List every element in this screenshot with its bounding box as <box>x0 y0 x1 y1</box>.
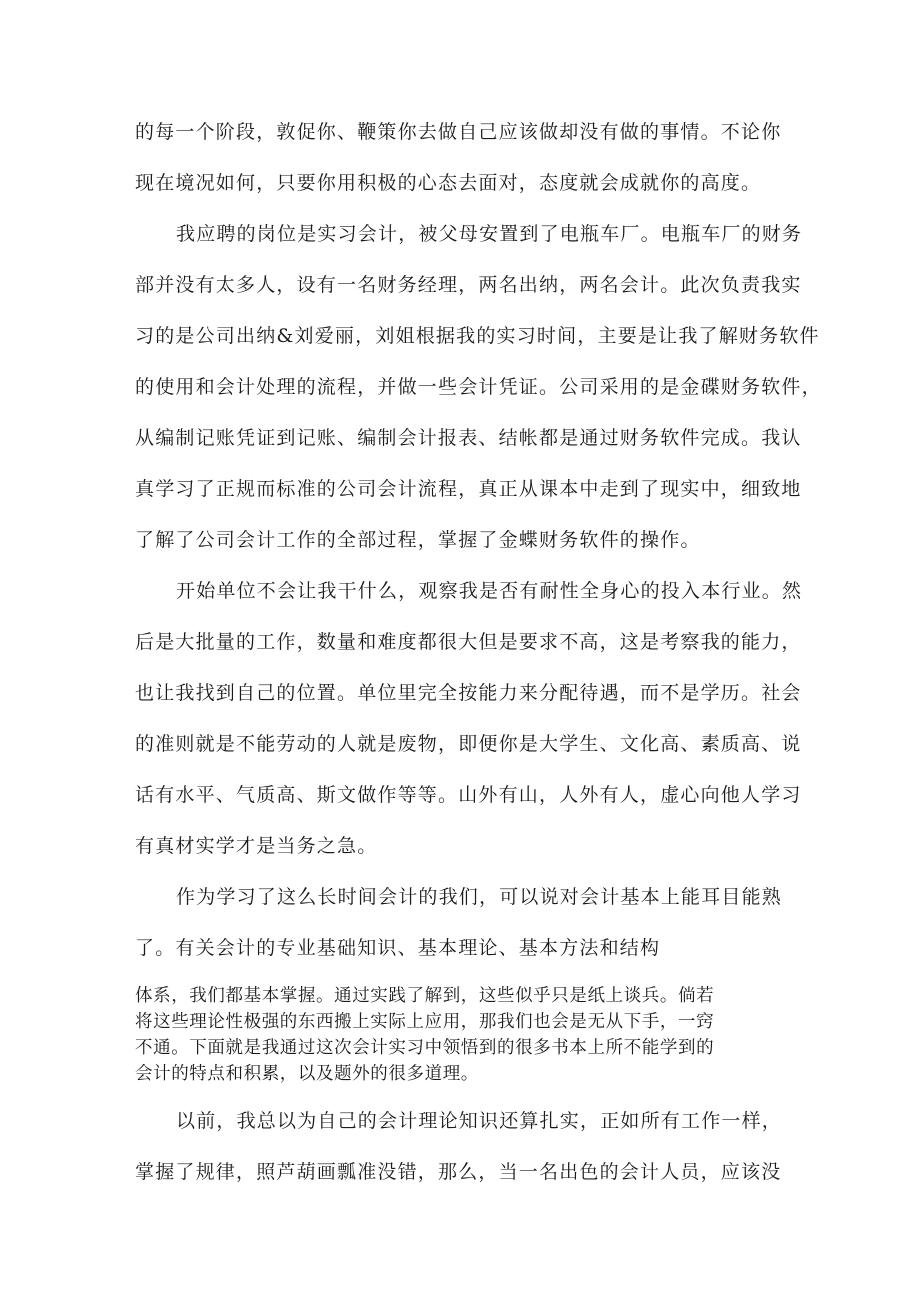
text-line: 也让我找到自己的位置。单位里完全按能力来分配待遇，而不是学历。社会 <box>135 682 802 704</box>
text-line: 会计的特点和积累，以及题外的很多道理。 <box>135 1064 479 1084</box>
paragraph-first-line: 我应聘的岗位是实习会计，被父母安置到了电瓶车厂。电瓶车厂的财务 <box>176 223 803 245</box>
paragraph-first-line: 以前，我总以为自己的会计理论知识还算扎实，正如所有工作一样， <box>176 1110 783 1132</box>
text-line: 将这些理论性极强的东西搬上实际上应用，那我们也会是无从下手，一窍 <box>135 1012 715 1032</box>
text-line: 真学习了正规而标准的公司会计流程，真正从课本中走到了现实中，细致地 <box>135 478 802 500</box>
paragraph-first-line: 作为学习了这么长时间会计的我们，可以说对会计基本上能耳目能熟 <box>176 886 783 908</box>
text-line: 部并没有太多人，设有一名财务经理，两名出纳，两名会计。此次负责我实 <box>135 274 802 296</box>
text-line: 有真材实学才是当务之急。 <box>135 835 378 857</box>
text-line: 的准则就是不能劳动的人就是废物，即便你是大学生、文化高、素质高、说 <box>135 733 802 755</box>
text-line: 习的是公司出纳&刘爱丽，刘姐根据我的实习时间，主要是让我了解财务软件 <box>135 325 820 347</box>
text-line: 后是大批量的工作，数量和难度都很大但是要求不高，这是考察我的能力， <box>135 631 802 653</box>
text-line: 从编制记账凭证到记账、编制会计报表、结帐都是通过财务软件完成。我认 <box>135 427 802 449</box>
text-line: 的使用和会计处理的流程，并做一些会计凭证。公司采用的是金碟财务软件， <box>135 376 822 398</box>
text-line: 不通。下面就是我通过这次会计实习中领悟到的很多书本上所不能学到的 <box>135 1038 715 1058</box>
text-line: 了。有关会计的专业基础知识、基本理论、基本方法和结构 <box>135 937 661 959</box>
text-line: 话有水平、气质高、斯文做作等等。山外有山，人外有人，虚心向他人学习 <box>135 784 802 806</box>
text-line: 现在境况如何，只要你用积极的心态去面对，态度就会成就你的高度。 <box>135 172 762 194</box>
paragraph-first-line: 开始单位不会让我干什么，观察我是否有耐性全身心的投入本行业。然 <box>176 580 803 602</box>
text-line: 了解了公司会计工作的全部过程，掌握了金蝶财务软件的操作。 <box>135 529 701 551</box>
text-line: 体系，我们都基本掌握。通过实践了解到，这些似乎只是纸上谈兵。倘若 <box>135 986 715 1006</box>
text-line: 的每一个阶段，敦促你、鞭策你去做自己应该做却没有做的事情。不论你 <box>135 121 782 143</box>
text-line: 掌握了规律，照芦葫画瓢准没错，那么，当一名出色的会计人员，应该没 <box>135 1161 782 1183</box>
